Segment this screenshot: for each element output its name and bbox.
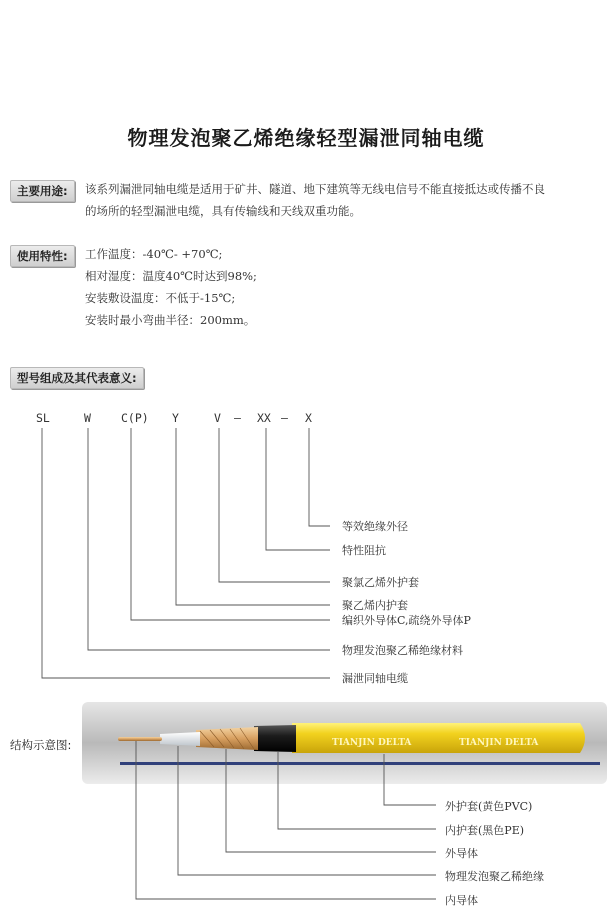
leader-y	[176, 428, 330, 605]
code-dash-1: —	[234, 411, 241, 425]
meaning-cp: 编织外导体C,疏绕外导体P	[342, 614, 471, 627]
meaning-x: 等效绝缘外径	[342, 520, 408, 533]
part-outer-conductor: 外导体	[445, 847, 478, 860]
brand-text-2: TIANJIN DELTA	[459, 738, 539, 748]
inner-conductor	[118, 737, 162, 741]
leader-w	[88, 428, 330, 650]
model-tag: 型号组成及其代表意义:	[10, 367, 144, 389]
features-line-2: 相对湿度：温度40℃时达到98%;	[85, 269, 257, 283]
code-xx: XX	[257, 411, 271, 425]
code-cp: C(P)	[121, 411, 149, 425]
code-x: X	[305, 411, 312, 425]
code-sl: SL	[36, 411, 50, 425]
features-line-3: 安装敷设温度：不低于-15℃;	[85, 291, 236, 305]
code-y: Y	[172, 411, 179, 425]
meaning-y: 聚乙烯内护套	[342, 599, 408, 612]
usage-tag: 主要用途:	[10, 180, 75, 202]
part-inner-sheath: 内护套(黑色PE)	[445, 824, 525, 837]
usage-line-1: 该系列漏泄同轴电缆是适用于矿井、隧道、地下建筑等无线电信号不能直接抵达或传播不良	[85, 182, 545, 196]
page-title: 物理发泡聚乙烯绝缘轻型漏泄同轴电缆	[127, 126, 485, 150]
leader-sl	[42, 428, 330, 678]
leakage-line	[120, 762, 600, 765]
leader-xx	[266, 428, 330, 550]
code-v: V	[214, 411, 221, 425]
code-dash-2: —	[281, 411, 288, 425]
part-outer-jacket: 外护套(黄色PVC)	[445, 800, 533, 813]
meaning-w: 物理发泡聚乙稀绝缘材料	[342, 644, 463, 657]
part-inner-conductor: 内导体	[445, 894, 478, 907]
meaning-xx: 特性阻抗	[342, 544, 386, 557]
leader-x	[309, 428, 330, 526]
code-w: W	[84, 411, 91, 425]
foam-insulation	[160, 732, 200, 746]
structure-label: 结构示意图:	[10, 738, 72, 752]
leader-v	[219, 428, 330, 582]
leader-cp	[131, 428, 330, 620]
meaning-sl: 漏泄同轴电缆	[342, 672, 408, 685]
features-line-4: 安装时最小弯曲半径：200mm。	[85, 313, 256, 327]
features-tag: 使用特性:	[10, 245, 75, 267]
features-line-1: 工作温度：-40℃- +70℃;	[85, 247, 223, 261]
brand-text-1: TIANJIN DELTA	[332, 738, 412, 748]
meaning-v: 聚氯乙烯外护套	[342, 576, 419, 589]
usage-line-2: 的场所的轻型漏泄电缆，具有传输线和天线双重功能。	[85, 204, 361, 218]
part-insulation: 物理发泡聚乙稀绝缘	[445, 870, 544, 883]
inner-sheath-black	[254, 725, 296, 752]
